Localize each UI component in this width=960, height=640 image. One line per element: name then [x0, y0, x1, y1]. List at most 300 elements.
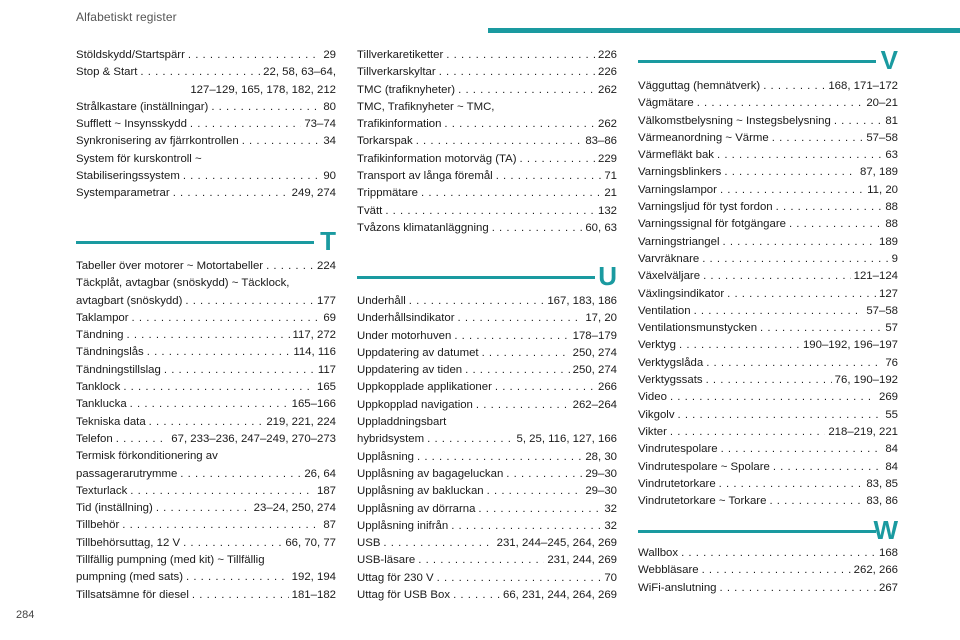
entry-pages: 121–124 [853, 270, 898, 283]
dot-leader [476, 397, 570, 414]
entry-pages: 71 [604, 170, 617, 183]
dot-leader [451, 518, 601, 535]
entry-pages: 67, 233–236, 247–249, 270–273 [171, 432, 336, 445]
index-entry [357, 133, 617, 150]
dot-leader [439, 64, 595, 81]
entry-pages: 88 [885, 218, 898, 231]
entry-pages: 83–86 [585, 135, 617, 148]
dot-leader [506, 466, 582, 483]
index-entry [357, 518, 617, 535]
index-entry [638, 199, 898, 216]
entry-pages: 57 [885, 322, 898, 335]
entry-term: Telefon [76, 432, 113, 445]
entry-term: Tändningstillslag [76, 363, 161, 376]
entry-pages: 262, 266 [853, 564, 898, 577]
entry-term: Video [638, 391, 667, 404]
index-entry [638, 164, 898, 181]
entry-term: Trippmätare [357, 187, 418, 200]
entry-pages: 57–58 [866, 304, 898, 317]
index-entry [357, 431, 617, 448]
entry-pages: 132 [597, 204, 617, 217]
index-entry [638, 355, 898, 372]
dot-leader [763, 78, 825, 95]
entry-pages: 178–179 [572, 329, 617, 342]
entry-term: WiFi-anslutning [638, 581, 717, 594]
dot-leader [130, 396, 289, 413]
entry-term: Växelväljare [638, 270, 701, 283]
dot-leader [127, 327, 290, 344]
entry-pages: 219, 221, 224 [266, 415, 336, 428]
entry-pages: 90 [323, 170, 336, 183]
index-entry [638, 545, 898, 562]
entry-pages: 231, 244, 269 [547, 554, 617, 567]
entry-term: Underhållsindikator [357, 312, 455, 325]
entry-term: Vindrutetorkare [638, 477, 716, 490]
entry-pages: 165 [316, 381, 336, 394]
entry-term: Vägguttag (hemnätverk) [638, 80, 761, 92]
entry-pages: 269 [878, 391, 898, 404]
entry-term: Tillbehör [76, 519, 120, 532]
header-title: Alfabetiskt register [76, 10, 177, 24]
entry-pages: 250, 274 [572, 346, 617, 359]
entry-pages: 88 [885, 201, 898, 214]
dot-leader [478, 501, 601, 518]
dot-leader [702, 251, 888, 268]
dot-leader [180, 466, 301, 483]
entry-term-line: Täckplåt, avtagbar (snöskydd) ~ Täcklock, [76, 277, 290, 290]
entry-pages: 80 [323, 100, 336, 113]
entry-term: Ventilation [638, 304, 691, 317]
index-entry [638, 562, 898, 579]
entry-term: hybridsystem [357, 433, 425, 446]
entry-pages: 167, 183, 186 [547, 295, 617, 307]
index-entry [638, 268, 898, 285]
entry-term: Verktygslåda [638, 356, 704, 369]
dot-leader [720, 182, 864, 199]
entry-term: Strålkastare (inställningar) [76, 100, 209, 113]
index-entry [357, 397, 617, 414]
dot-leader [427, 431, 513, 448]
dot-leader [727, 286, 876, 303]
dot-leader [706, 355, 882, 372]
index-entry [638, 182, 898, 199]
entry-term: Uppkopplade applikationer [357, 381, 492, 394]
entry-pages-continuation: 127–129, 165, 178, 182, 212 [190, 83, 336, 96]
index-entry [76, 569, 336, 586]
index-column-1-lower [76, 258, 336, 604]
entry-term: Varningsblinkers [638, 166, 722, 179]
entry-term: Verktyg [638, 339, 676, 352]
dot-leader [453, 587, 500, 604]
dot-leader [679, 337, 800, 354]
dot-leader [122, 517, 320, 534]
index-entry [357, 483, 617, 500]
entry-pages: 168 [878, 547, 898, 559]
index-column-3-lower [638, 545, 898, 597]
index-entry [638, 441, 898, 458]
section-rule [357, 276, 595, 279]
entry-term: Vikter [638, 425, 667, 438]
entry-pages: 66, 70, 77 [285, 536, 336, 549]
dot-leader [697, 95, 864, 112]
dot-leader [185, 293, 314, 310]
entry-pages: 29–30 [585, 467, 617, 480]
section-rule [76, 241, 314, 244]
entry-term: Tabeller över motorer ~ Motortabeller [76, 260, 264, 272]
entry-pages: 20–21 [866, 97, 898, 110]
entry-pages: 226 [597, 49, 617, 61]
dot-leader [670, 424, 825, 441]
dot-leader [183, 535, 282, 552]
index-entry [76, 396, 336, 413]
index-entry [638, 493, 898, 510]
entry-term: Stop & Start [76, 66, 138, 79]
index-entry [357, 47, 617, 64]
index-entry [638, 476, 898, 493]
index-entry [638, 286, 898, 303]
entry-term: Vikgolv [638, 408, 675, 421]
dot-leader [465, 362, 570, 379]
index-entry [638, 320, 898, 337]
entry-pages: 60, 63 [585, 221, 617, 234]
entry-term: Varningslampor [638, 183, 717, 196]
index-entry [638, 303, 898, 320]
index-entry [638, 130, 898, 147]
dot-leader [717, 147, 882, 164]
index-entry [357, 345, 617, 362]
index-entry [76, 483, 336, 500]
entry-term: USB [357, 537, 381, 550]
dot-leader [458, 310, 583, 327]
entry-term: Torkarspak [357, 135, 413, 148]
entry-pages: 69 [323, 311, 336, 324]
entry-term: Wallbox [638, 547, 679, 559]
dot-leader [678, 407, 883, 424]
index-entry [638, 459, 898, 476]
entry-pages: 168, 171–172 [828, 80, 898, 92]
dot-leader [670, 389, 876, 406]
entry-term: Tillverkaretiketter [357, 49, 444, 61]
entry-pages: 21 [604, 187, 617, 200]
index-entry [357, 362, 617, 379]
entry-term: Trafikinformation motorväg (TA) [357, 152, 517, 165]
dot-leader [416, 133, 583, 150]
index-entry [638, 372, 898, 389]
entry-pages: 224 [316, 260, 336, 272]
index-entry [638, 389, 898, 406]
entry-pages: 66, 231, 244, 264, 269 [502, 589, 617, 602]
entry-pages: 32 [604, 519, 617, 532]
index-entry [76, 500, 336, 517]
index-entry [357, 168, 617, 185]
entry-pages: 34 [323, 135, 336, 148]
entry-term: Varningsljud för tyst fordon [638, 201, 773, 214]
entry-pages: 76, 190–192 [834, 374, 898, 387]
entry-term: Tekniska data [76, 415, 146, 428]
index-entry [357, 587, 617, 604]
dot-leader [495, 379, 595, 396]
entry-term: Trafikinformation [357, 118, 442, 131]
entry-pages: 127 [878, 287, 898, 300]
entry-term: Tvätt [357, 204, 383, 217]
index-entry [76, 327, 336, 344]
entry-pages: 117 [317, 363, 336, 376]
dot-leader [772, 130, 864, 147]
entry-term: Stöldskydd/Startspärr [76, 49, 185, 61]
index-column-2-upper [357, 47, 617, 237]
dot-leader [722, 234, 876, 251]
entry-pages: 250, 274 [572, 364, 617, 377]
index-entry [357, 310, 617, 327]
entry-pages: 87, 189 [859, 166, 898, 179]
dot-leader [760, 320, 882, 337]
entry-pages: 181–182 [291, 588, 336, 601]
dot-leader [520, 151, 595, 168]
index-entry [76, 362, 336, 379]
entry-term: Taklampor [76, 311, 129, 324]
index-entry [76, 168, 336, 185]
section-letter: U [598, 261, 617, 291]
entry-pages: 57–58 [866, 131, 898, 144]
entry-term-line: System för kurskontroll ~ [76, 152, 202, 165]
dot-leader [446, 47, 595, 64]
entry-pages: 117, 272 [292, 329, 336, 342]
entry-term: Transport av långa föremål [357, 170, 493, 183]
dot-leader [694, 303, 864, 320]
entry-pages: 9 [891, 252, 898, 265]
entry-pages: 226 [597, 66, 617, 79]
entry-term-line: Termisk förkonditionering av [76, 450, 218, 463]
entry-term: Värmefläkt bak [638, 149, 714, 162]
dot-leader [173, 185, 289, 202]
entry-term: Uttag för 230 V [357, 571, 434, 584]
section-letter: T [320, 226, 336, 256]
entry-pages: 84 [885, 460, 898, 473]
index-entry [76, 414, 336, 431]
index-column-2-lower [357, 293, 617, 604]
entry-term: Stabiliseringssystem [76, 170, 180, 183]
index-entry [357, 203, 617, 220]
index-entry [638, 95, 898, 112]
entry-term: Varningssignal för fotgängare [638, 218, 786, 231]
index-entry [76, 185, 336, 202]
index-entry [76, 310, 336, 327]
entry-term: Vindrutetorkare ~ Torkare [638, 495, 767, 508]
dot-leader [130, 483, 314, 500]
header-accent-bar [488, 28, 960, 33]
dot-leader [186, 569, 289, 586]
entry-term: Tvåzons klimatanläggning [357, 221, 489, 234]
entry-term-line: Tillfällig pumpning (med kit) ~ Tillfällig [76, 554, 265, 567]
index-entry [76, 517, 336, 534]
dot-leader [116, 431, 169, 448]
index-entry [76, 258, 336, 275]
index-entry [357, 185, 617, 202]
dot-leader [190, 116, 301, 133]
entry-pages: 84 [885, 443, 898, 456]
section-rule [638, 60, 876, 63]
entry-pages: 83, 86 [866, 495, 898, 508]
entry-term: Upplåsning av bakluckan [357, 485, 484, 498]
dot-leader [123, 379, 314, 396]
index-entry [76, 344, 336, 361]
entry-pages: 55 [885, 408, 898, 421]
entry-term: Uppdatering av datumet [357, 346, 479, 359]
entry-term: Texturlack [76, 484, 128, 497]
index-entry [357, 379, 617, 396]
entry-term: Tändningslås [76, 346, 144, 359]
dot-leader [266, 258, 314, 275]
entry-term: Vägmätare [638, 97, 694, 110]
index-entry [76, 64, 336, 81]
entry-term: Tillbehörsuttag, 12 V [76, 536, 181, 549]
entry-pages: 22, 58, 63–64, [263, 66, 336, 79]
index-column-3-upper [638, 78, 898, 510]
entry-pages: 5, 25, 116, 127, 166 [516, 433, 617, 446]
entry-term: Värmeanordning ~ Värme [638, 131, 769, 144]
entry-pages: 114, 116 [293, 346, 336, 359]
entry-pages: 17, 20 [585, 312, 617, 325]
entry-pages: 266 [597, 381, 617, 394]
entry-term: TMC (trafiknyheter) [357, 83, 456, 96]
entry-term: USB-läsare [357, 554, 416, 567]
dot-leader [720, 580, 876, 597]
dot-leader [164, 362, 315, 379]
entry-term: passagerarutrymme [76, 467, 178, 480]
entry-term: Synkronisering av fjärrkontrollen [76, 135, 239, 148]
entry-term: Upplåsning [357, 450, 414, 463]
dot-leader [421, 185, 601, 202]
index-entry [357, 116, 617, 133]
entry-term-line: TMC, Trafiknyheter ~ TMC, [357, 100, 495, 113]
index-entry [638, 407, 898, 424]
index-entry [76, 293, 336, 310]
index-entry [76, 99, 336, 116]
entry-pages: 262–264 [572, 398, 617, 411]
entry-term: Vindrutespolare ~ Spolare [638, 460, 770, 473]
entry-pages: 177 [316, 294, 336, 307]
entry-pages: 189 [878, 235, 898, 248]
entry-pages: 81 [885, 114, 898, 127]
index-entry [357, 501, 617, 518]
index-entry [357, 570, 617, 587]
entry-pages: 63 [885, 149, 898, 162]
dot-leader [385, 203, 595, 220]
entry-term: Ventilationsmunstycken [638, 322, 758, 335]
entry-pages: 87 [323, 519, 336, 532]
entry-term: Underhåll [357, 295, 406, 307]
entry-term: Vindrutespolare [638, 443, 718, 456]
index-entry [76, 133, 336, 150]
index-column-1-upper [76, 47, 336, 203]
index-entry [357, 220, 617, 237]
entry-term: Sufflett ~ Insynsskydd [76, 118, 187, 131]
dot-leader [156, 500, 251, 517]
dot-leader [492, 220, 583, 237]
entry-pages: 190–192, 196–197 [802, 339, 898, 352]
entry-term: Tillverkarskyltar [357, 66, 436, 79]
entry-term: Verktygssats [638, 374, 703, 387]
section-letter: W [873, 515, 898, 545]
index-entry [76, 466, 336, 483]
entry-term: Tillsatsämne för diesel [76, 588, 189, 601]
entry-pages: 192, 194 [291, 571, 336, 584]
entry-term: avtagbart (snöskydd) [76, 294, 183, 307]
entry-term: Upplåsning av bagageluckan [357, 467, 504, 480]
index-entry [638, 147, 898, 164]
entry-pages: 267 [878, 581, 898, 594]
entry-pages: 11, 20 [867, 183, 898, 196]
dot-leader [482, 345, 570, 362]
index-entry [357, 151, 617, 168]
dot-leader [769, 493, 863, 510]
dot-leader [147, 344, 291, 361]
entry-pages: 70 [604, 571, 617, 584]
section-rule [638, 530, 876, 533]
entry-pages: 28, 30 [585, 450, 617, 463]
index-entry [638, 216, 898, 233]
index-entry [357, 328, 617, 345]
index-entry [638, 424, 898, 441]
dot-leader [132, 310, 321, 327]
index-entry [76, 116, 336, 133]
entry-pages: 231, 244–245, 264, 269 [496, 537, 617, 550]
dot-leader [417, 449, 582, 466]
dot-leader [681, 545, 876, 562]
index-entry [357, 64, 617, 81]
dot-leader [418, 552, 544, 569]
index-entry [76, 535, 336, 552]
dot-leader [721, 441, 883, 458]
entry-term: pumpning (med sats) [76, 571, 183, 584]
dot-leader [776, 199, 883, 216]
index-entry [357, 293, 617, 310]
entry-pages: 32 [604, 502, 617, 515]
dot-leader [444, 116, 595, 133]
dot-leader [487, 483, 583, 500]
index-entry [76, 47, 336, 64]
index-entry [76, 379, 336, 396]
dot-leader [454, 328, 569, 345]
entry-term: Varningstriangel [638, 235, 720, 248]
dot-leader [496, 168, 602, 185]
dot-leader [183, 168, 321, 185]
entry-pages: 83, 85 [866, 477, 898, 490]
entry-pages: 23–24, 250, 274 [253, 502, 336, 515]
dot-leader [192, 587, 289, 604]
entry-pages: 73–74 [304, 118, 336, 131]
index-entry [638, 337, 898, 354]
index-entry [638, 234, 898, 251]
dot-leader [409, 293, 545, 310]
dot-leader [149, 414, 264, 431]
entry-pages: 187 [316, 484, 336, 497]
index-entry [76, 431, 336, 448]
dot-leader [724, 164, 857, 181]
entry-term: Varvräknare [638, 252, 700, 265]
entry-term: Tid (inställning) [76, 502, 153, 515]
dot-leader [703, 268, 851, 285]
dot-leader [383, 535, 493, 552]
entry-term: Upplåsning av dörrarna [357, 502, 476, 515]
entry-term: Uttag för USB Box [357, 589, 451, 602]
dot-leader [211, 99, 320, 116]
dot-leader [706, 372, 832, 389]
dot-leader [458, 82, 595, 99]
entry-pages: 26, 64 [304, 467, 336, 480]
dot-leader [702, 562, 851, 579]
entry-term-line: Uppladdningsbart [357, 416, 447, 429]
